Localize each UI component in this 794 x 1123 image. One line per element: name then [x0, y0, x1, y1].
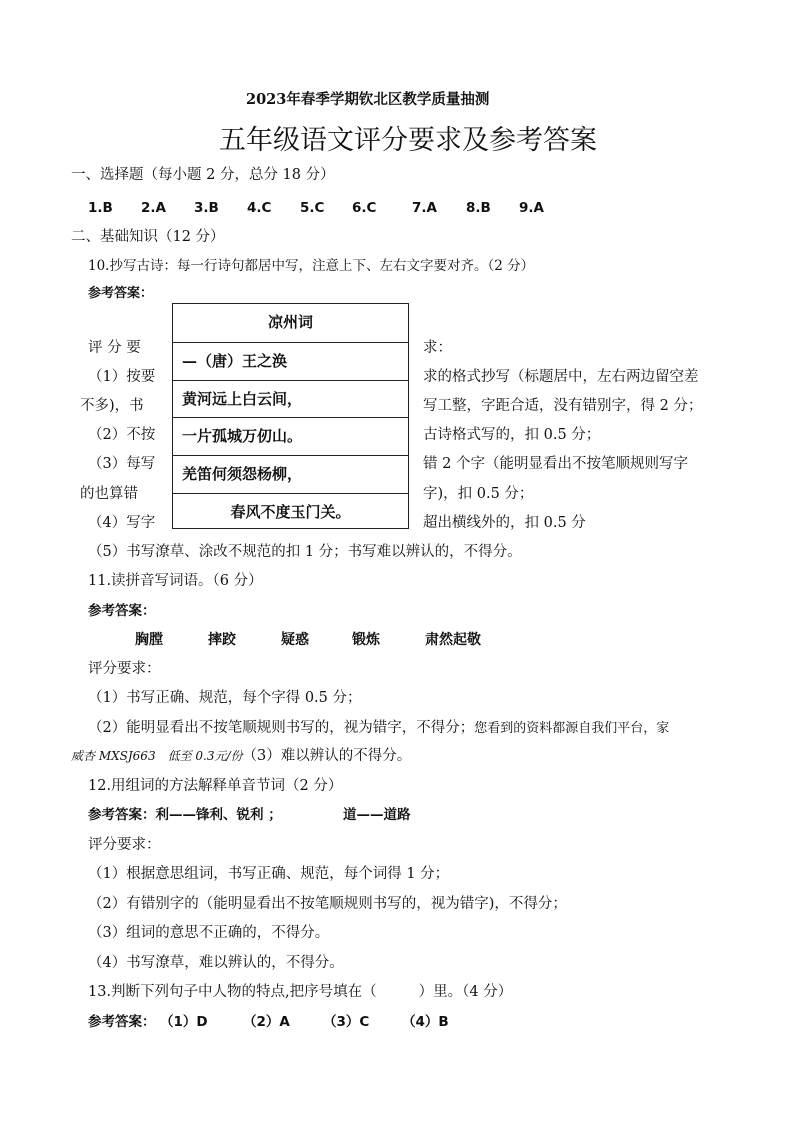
poem-title: 凉州词 [267, 313, 313, 331]
q13-question [88, 982, 512, 1002]
q10-req-right-2: 写工整，字距合适，没有错别字，得 2 分； [423, 398, 703, 414]
mc-answer: 8.B [466, 200, 491, 216]
q10-req-5: （5）书写潦草、涂改不规范的扣 1 分；书写难以辨认的，不得分。 [88, 544, 522, 560]
q13-question-a: 13.判断下列句子中人物的特点,把序号填在（ [88, 984, 377, 1000]
poem-line-3: 羌笛何须怨杨柳， [173, 455, 408, 493]
q12-req-label: 评分要求： [88, 837, 161, 853]
q10-req-left-0: 评 分 要 [88, 340, 141, 356]
q10-req-left-5: 的也算错 [80, 486, 138, 502]
q12-answer-b: 道——道路 [343, 807, 411, 823]
poem-line-2: 一片孤城万仞山。 [173, 417, 408, 455]
q12-req-2: （2）有错别字的（能明显看出不按笔顺规则书写的，视为错字)，不得分； [88, 896, 567, 912]
q11-word: 疑惑 [281, 632, 309, 648]
mc-answer: 5.C [300, 200, 325, 216]
q10-req-right-0: 求： [423, 340, 452, 356]
mc-answer: 3.B [194, 200, 219, 216]
q10-req-left-4: （3）每写 [88, 456, 156, 472]
q10-question: 10.抄写古诗：每一行诗句都居中写，注意上下、左右文字要对齐。（2 分） [88, 258, 535, 274]
poem-line-4: 春风不度玉门关。 [173, 493, 408, 529]
q13-answer: （4）B [402, 1014, 449, 1030]
q10-ref-label: 参考答案： [88, 286, 154, 301]
q10-req-left-2: 不多)，书 [80, 398, 144, 414]
q13-question-b: ）里。（4 分） [418, 984, 513, 1000]
q11-word: 摔跤 [208, 632, 236, 648]
q11-req-3-line [71, 746, 411, 766]
poem-line-1: 黄河远上白云间， [173, 380, 408, 417]
q11-req-3: （3）难以辨认的不得分。 [242, 748, 412, 764]
q13-answer: （1）D [160, 1014, 208, 1030]
exam-title: 2023年春季学期钦北区教学质量抽测 [246, 91, 490, 108]
watermark-ad-b: 威杏 MXSJ663 低至 0.3元/份 [71, 749, 243, 763]
poem-box [172, 303, 409, 529]
mc-answer: 1.B [88, 200, 113, 216]
q11-word: 胸膛 [135, 632, 163, 648]
q11-word: 锻炼 [352, 632, 380, 648]
mc-answer: 6.C [352, 200, 377, 216]
q11-req-2 [88, 718, 669, 739]
q11-req-1: （1）书写正确、规范，每个字得 0.5 分； [88, 690, 362, 706]
q12-req-3: （3）组词的意思不正确的，不得分。 [88, 925, 330, 941]
mc-answer: 9.A [519, 200, 544, 216]
q12-answer-a: 参考答案：利——锋利、锐利 ； [88, 807, 282, 823]
watermark-ad-a: 您看到的资料都源自我们平台，家 [474, 721, 670, 736]
mc-answer: 2.A [141, 200, 166, 216]
q10-req-left-1: （1）按要 [88, 369, 156, 385]
q10-req-right-5: 字)，扣 0.5 分； [423, 486, 534, 502]
q10-req-right-6: 超出横线外的，扣 0.5 分 [423, 515, 586, 531]
section-2-heading: 二、基础知识（12 分） [71, 229, 225, 245]
mc-answer: 4.C [247, 200, 272, 216]
q10-req-right-1: 求的格式抄写（标题居中，左右两边留空差 [423, 369, 699, 385]
q10-req-left-6: （4）写字 [88, 515, 156, 531]
q12-req-1: （1）根据意思组词，书写正确、规范，每个词得 1 分； [88, 866, 450, 882]
q11-question: 11.读拼音写词语。（6 分） [88, 573, 263, 589]
section-1-heading: 一、选择题（每小题 2 分，总分 18 分） [71, 167, 335, 183]
q10-req-right-4: 错 2 个字（能明显看出不按笔顺规则写字 [423, 456, 688, 472]
document-title: 五年级语文评分要求及参考答案 [219, 125, 597, 156]
mc-answer: 7.A [412, 200, 437, 216]
q12-req-4: （4）书写潦草，难以辨认的，不得分。 [88, 955, 344, 971]
q11-req-label: 评分要求： [88, 661, 161, 677]
q11-word: 肃然起敬 [425, 632, 481, 648]
q11-ref-label: 参考答案： [88, 603, 156, 619]
q13-ref-label: 参考答案： [88, 1014, 156, 1030]
q12-question: 12.用组词的方法解释单音节词（2 分） [88, 778, 343, 794]
q10-req-left-3: （2）不按 [88, 427, 156, 443]
q13-answer: （3）C [323, 1014, 370, 1030]
q13-answer: （2）A [243, 1014, 290, 1030]
poem-author: —（唐）王之涣 [173, 342, 408, 380]
q11-req-2-text: （2）能明显看出不按笔顺规则书写的，视为错字，不得分； [88, 720, 475, 736]
q10-req-right-3: 古诗格式写的，扣 0.5 分； [423, 427, 601, 443]
